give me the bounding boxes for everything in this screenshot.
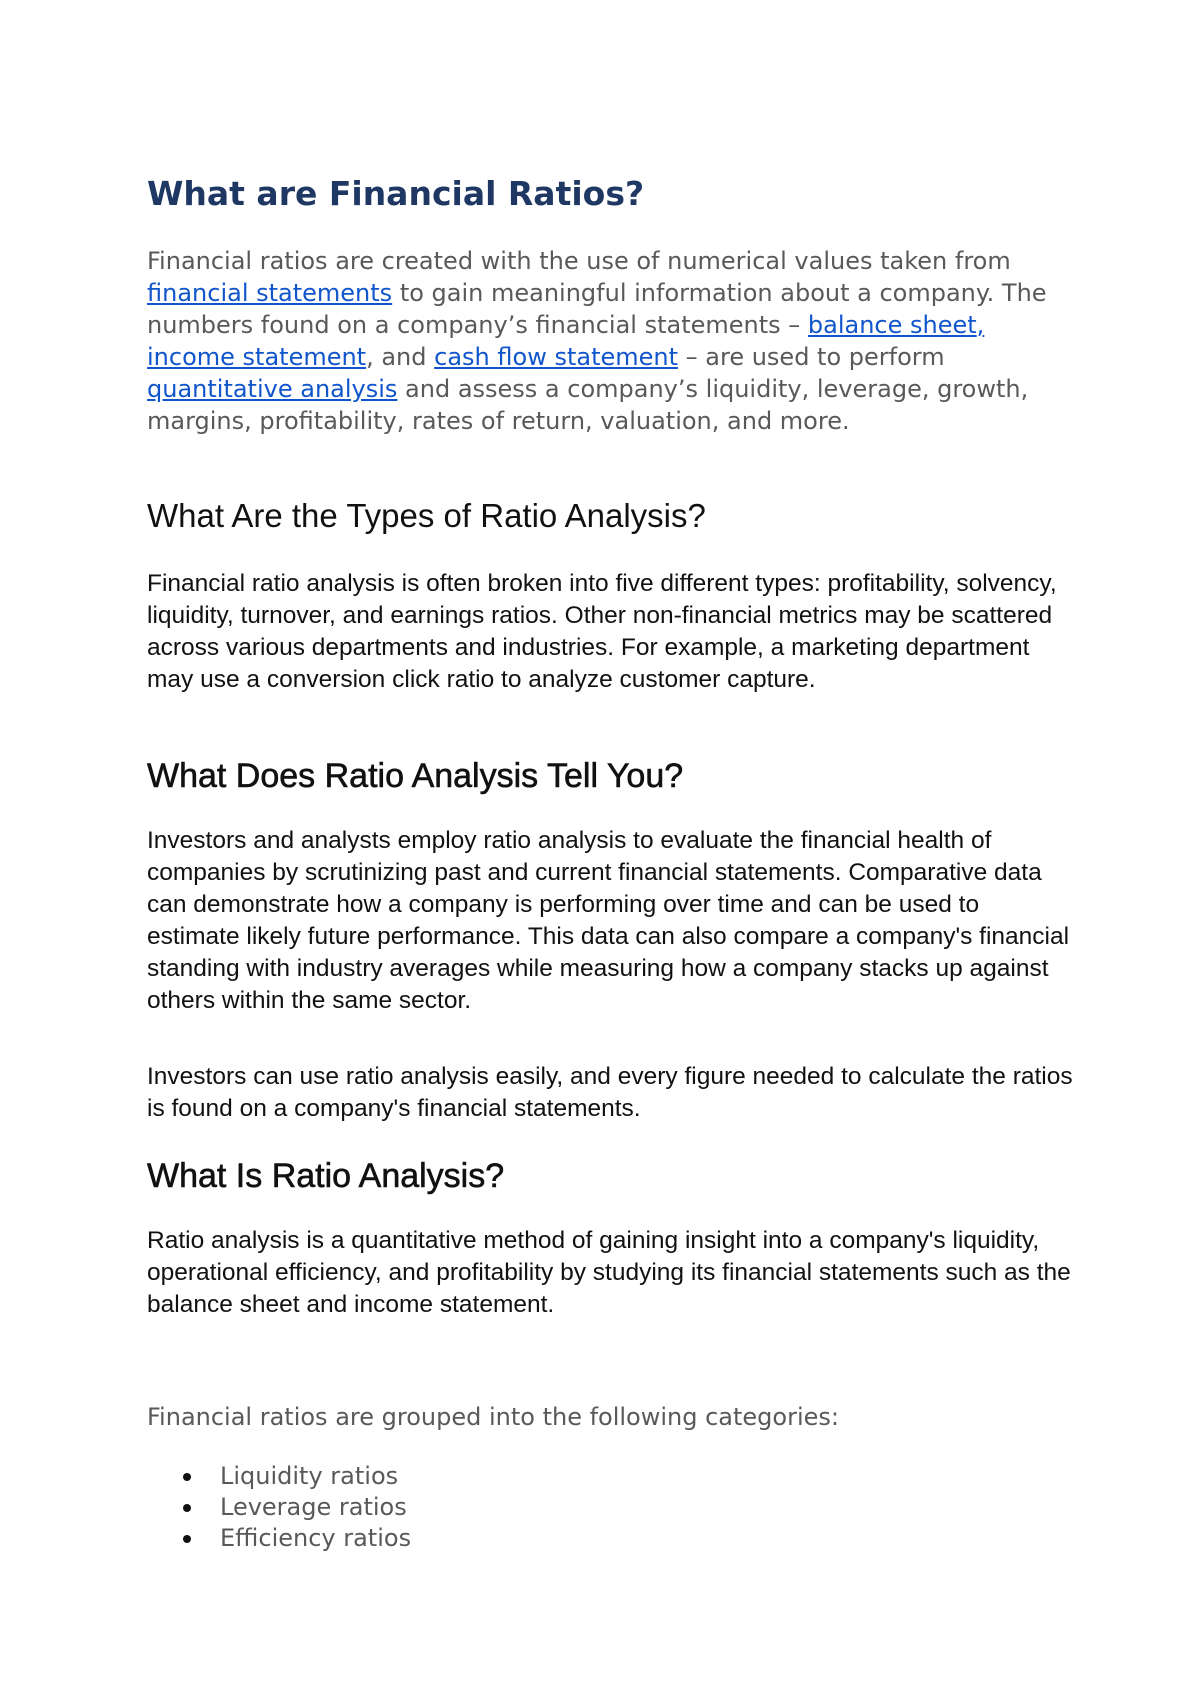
list-item-label: Efficiency ratios bbox=[220, 1524, 412, 1552]
what-heading: What Is Ratio Analysis? bbox=[147, 1157, 505, 1195]
balance-sheet-link[interactable]: balance sheet bbox=[807, 311, 977, 339]
cash-flow-statement-link[interactable]: cash flow statement bbox=[434, 343, 679, 371]
financial-statements-link[interactable]: financial statements bbox=[147, 279, 393, 307]
comma-link-fragment[interactable]: , bbox=[976, 311, 985, 339]
categories-list bbox=[147, 1461, 411, 1554]
what-paragraph: Ratio analysis is a quantitative method of gaining insight into a company's liquidity, operational efficiency, and profitability by studying its financial statements such as the balance sheet and income statement. bbox=[147, 1227, 1071, 1318]
intro-text: Financial ratios are created with the use of numerical values taken from bbox=[147, 247, 1011, 275]
bullet-icon bbox=[183, 1535, 191, 1543]
list-item bbox=[147, 1523, 411, 1554]
intro-text: , and bbox=[366, 343, 435, 371]
bullet-icon bbox=[183, 1504, 191, 1512]
page-title: What are Financial Ratios? bbox=[147, 174, 645, 213]
intro-text: – are used to perform bbox=[678, 343, 945, 371]
intro-text: to gain meaningful information about a company. The numbers found on a company’s financial statements – bbox=[147, 279, 1047, 339]
categories-intro: Financial ratios are grouped into the following categories: bbox=[147, 1403, 839, 1431]
intro-text: and assess a company’s liquidity, leverage, growth, margins, profitability, rates of return, valuation, and more. bbox=[147, 375, 1029, 435]
list-item-label: Liquidity ratios bbox=[220, 1462, 399, 1490]
types-paragraph: Financial ratio analysis is often broken into five different types: profitability, solvency, liquidity, turnover, and earnings ratios. Other non-financial metrics may be scattered across various departments and industries. For example, a marketing department may use a conversion click ratio to analyze customer capture. bbox=[147, 570, 1057, 693]
tell-paragraph-1: Investors and analysts employ ratio analysis to evaluate the financial health of companies by scrutinizing past and current financial statements. Comparative data can demonstrate how a company is performing over time and can be used to estimate likely future performance. This data can also compare a company's financial standing with industry averages while measuring how a company stacks up against others within the same sector. bbox=[147, 827, 1070, 1014]
tell-heading: What Does Ratio Analysis Tell You? bbox=[147, 757, 684, 795]
tell-paragraph-2: Investors can use ratio analysis easily, and every figure needed to calculate the ratios is found on a company's financial statements. bbox=[147, 1063, 1073, 1122]
list-item bbox=[147, 1492, 411, 1523]
income-statement-link[interactable]: income statement bbox=[147, 343, 367, 371]
bullet-icon bbox=[183, 1473, 191, 1481]
types-heading: What Are the Types of Ratio Analysis? bbox=[147, 497, 706, 534]
quantitative-analysis-link[interactable]: quantitative analysis bbox=[147, 375, 398, 403]
list-item-label: Leverage ratios bbox=[220, 1493, 407, 1521]
list-item bbox=[147, 1461, 411, 1492]
intro-paragraph bbox=[147, 245, 1077, 437]
